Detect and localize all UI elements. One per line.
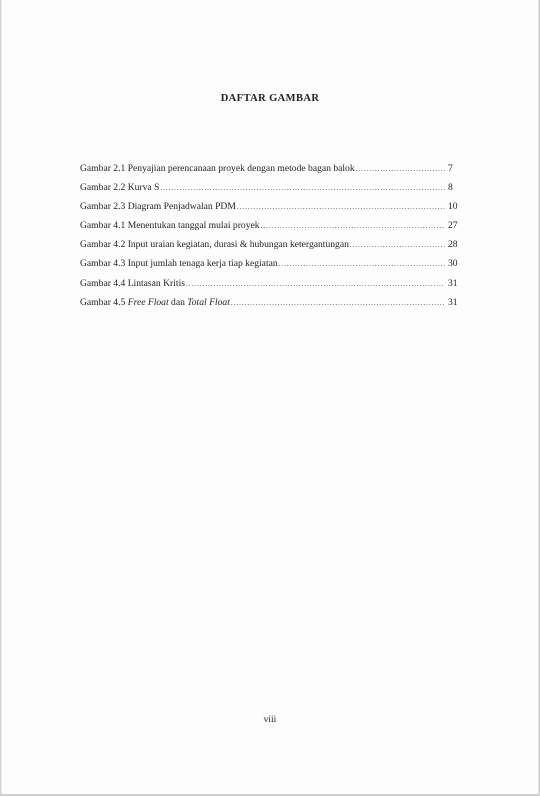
dot-leader: [160, 184, 445, 192]
figure-entry-label-prefix: Gambar 4.5: [80, 296, 128, 308]
figure-entry-label-italic: Total Float: [187, 296, 230, 308]
figure-entry-page: 31: [448, 277, 458, 289]
dot-leader: [231, 299, 445, 307]
figure-entry: [80, 297, 460, 316]
dot-leader: [356, 165, 445, 173]
dot-leader: [350, 241, 445, 249]
page-title: DAFTAR GAMBAR: [220, 93, 320, 104]
figure-entry-label-italic: Free Float: [127, 296, 169, 308]
figure-entry: [80, 278, 460, 297]
figure-entry-label: [80, 297, 230, 308]
dot-leader: [237, 203, 445, 211]
figure-entry-label: Gambar 4.2 Input uraian kegiatan, durasi & hubungan ketergantungan: [80, 239, 349, 251]
figure-list: [80, 163, 460, 316]
figure-entry: [80, 182, 460, 201]
figure-entry-page: 8: [448, 182, 453, 194]
figure-entry-label-middle: dan: [168, 296, 188, 308]
page-number: viii: [263, 715, 277, 725]
figure-entry-page: 30: [448, 258, 458, 270]
figure-entry: [80, 220, 460, 239]
figure-entry-label: Gambar 2.2 Kurva S: [80, 182, 160, 194]
dot-leader: [186, 280, 445, 288]
figure-entry: [80, 201, 460, 220]
figure-entry-page: 27: [448, 220, 458, 232]
figure-entry-page: 28: [448, 239, 458, 251]
figure-entry: [80, 163, 460, 182]
dot-leader: [261, 222, 445, 230]
figure-entry-label: Gambar 4.3 Input jumlah tenaga kerja tiap kegiatan: [80, 258, 278, 270]
figure-entry-page: 31: [448, 296, 458, 308]
figure-entry: [80, 239, 460, 258]
page-left-edge: [0, 0, 2, 796]
figure-entry-page: 7: [448, 163, 453, 174]
figure-entry: [80, 258, 460, 277]
dot-leader: [279, 260, 445, 268]
figure-entry-label: Gambar 4.1 Menentukan tanggal mulai proyek: [80, 220, 260, 232]
figure-entry-label: Gambar 4.4 Lintasan Kritis: [80, 277, 185, 289]
figure-entry-label: Gambar 2.1 Penyajian perencanaan proyek dengan metode bagan balok: [80, 163, 355, 174]
figure-entry-label: Gambar 2.3 Diagram Penjadwalan PDM: [80, 201, 236, 213]
figure-entry-page: 10: [448, 201, 458, 213]
